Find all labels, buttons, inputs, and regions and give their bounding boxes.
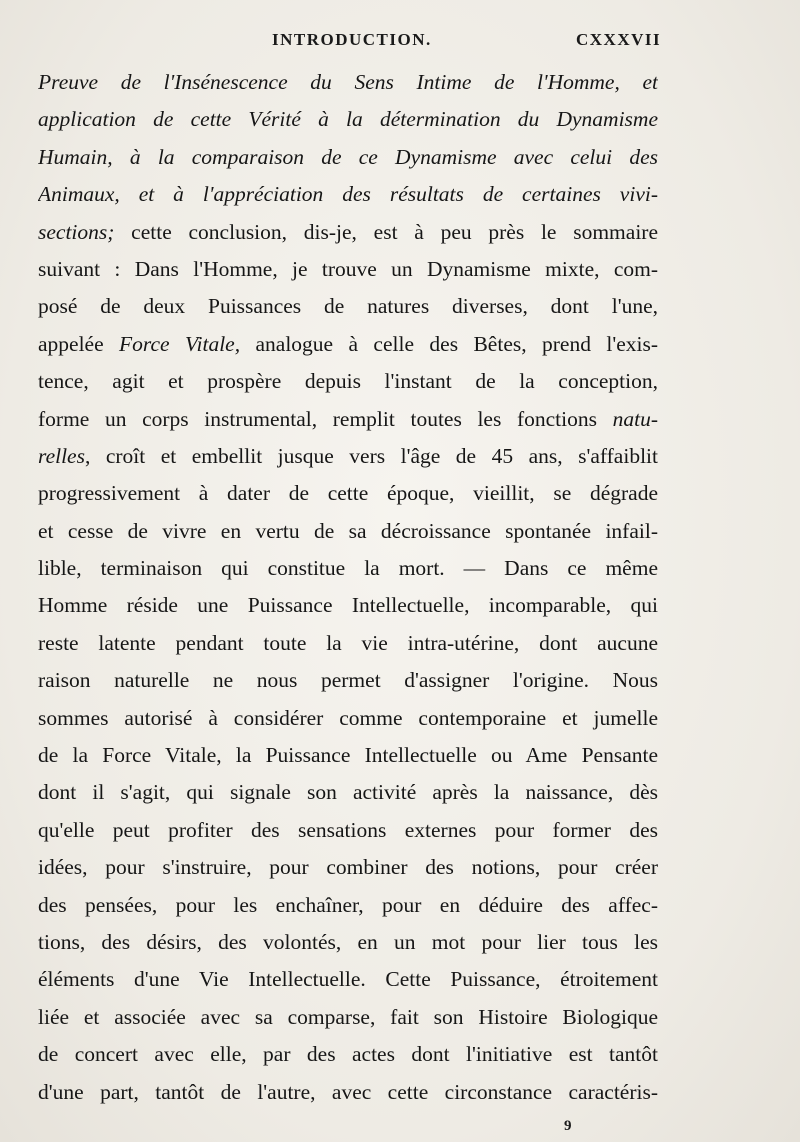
text-segment: et cesse de vivre en vertu de sa décroissance spontanée infail- — [38, 518, 658, 543]
text-segment: raison naturelle ne nous permet d'assigner l'origine. Nous — [38, 668, 658, 693]
italic-text-segment: Preuve de l'Insénescence du Sens Intime de l'Homme, et — [38, 70, 658, 94]
text-line — [38, 550, 658, 587]
body-text — [38, 64, 658, 1111]
text-line — [38, 625, 658, 662]
text-segment: analogue à celle des Bêtes, prend l'exis- — [240, 331, 658, 356]
text-line — [38, 251, 658, 288]
text-segment: lible, terminaison qui constitue la mort. — Dans ce même — [38, 556, 658, 581]
text-line — [38, 700, 658, 737]
text-segment: liée et associée avec sa comparse, fait son Histoire Biologique — [38, 1004, 658, 1029]
text-line — [38, 101, 658, 138]
text-line — [38, 849, 658, 886]
italic-text-segment: relles — [38, 443, 85, 468]
text-segment: idées, pour s'instruire, pour combiner des notions, pour créer — [38, 855, 658, 880]
page-header — [0, 26, 800, 56]
text-line — [38, 513, 658, 550]
text-line — [38, 176, 658, 213]
text-line — [38, 1074, 658, 1111]
text-segment: tions, des désirs, des volontés, en un mot pour lier tous les — [38, 929, 658, 954]
text-segment: cette conclusion, dis-je, est à peu près le sommaire — [114, 219, 658, 244]
text-segment: des pensées, pour les enchaîner, pour en déduire des affec- — [38, 892, 658, 917]
text-segment: posé de deux Puissances de natures diverses, dont l'une, — [38, 294, 658, 319]
text-segment: reste latente pendant toute la vie intra-utérine, dont aucune — [38, 630, 658, 655]
italic-text-segment: natu- — [612, 406, 658, 431]
text-line — [38, 363, 658, 400]
text-line — [38, 999, 658, 1036]
text-segment: éléments d'une Vie Intellectuelle. Cette Puissance, étroitement — [38, 967, 658, 992]
text-segment: de la Force Vitale, la Puissance Intellectuelle ou Ame Pensante — [38, 743, 658, 768]
text-segment: , croît et embellit jusque vers l'âge de 45 ans, s'affaiblit — [84, 443, 658, 468]
text-line — [38, 812, 658, 849]
text-line — [38, 774, 658, 811]
running-head: INTRODUCTION. — [272, 30, 432, 49]
text-line — [38, 961, 658, 998]
italic-text-segment: sections; — [38, 219, 115, 244]
text-line — [38, 401, 658, 438]
text-segment: d'une part, tantôt de l'autre, avec cette circonstance caractéris- — [38, 1079, 658, 1104]
italic-text-segment: application de cette Vérité à la détermination du Dynamisme — [38, 107, 658, 132]
italic-text-segment: Humain, à la comparaison de ce Dynamisme avec celui des — [38, 144, 658, 169]
text-segment: progressivement à dater de cette époque, vieillit, se dégrade — [38, 481, 658, 506]
text-line — [38, 214, 658, 251]
text-line — [38, 1036, 658, 1073]
text-line — [38, 587, 658, 624]
text-segment: forme un corps instrumental, remplit toutes les fonctions — [38, 406, 613, 431]
text-line — [38, 924, 658, 961]
text-line — [38, 64, 658, 101]
text-segment: de concert avec elle, par des actes dont l'initiative est tantôt — [38, 1042, 658, 1067]
text-segment: dont il s'agit, qui signale son activité après la naissance, dès — [38, 780, 658, 805]
text-line — [38, 662, 658, 699]
text-segment: qu'elle peut profiter des sensations externes pour former des — [38, 817, 658, 842]
text-line — [38, 139, 658, 176]
signature-mark: 9 — [564, 1118, 572, 1134]
text-line — [38, 887, 658, 924]
text-segment: Homme réside une Puissance Intellectuelle, incomparable, qui — [38, 593, 658, 618]
text-line — [38, 438, 658, 475]
text-segment: appelée — [38, 331, 120, 356]
text-segment: sommes autorisé à considérer comme contemporaine et jumelle — [38, 705, 658, 730]
text-line — [38, 288, 658, 325]
text-segment: tence, agit et prospère depuis l'instant de la conception, — [38, 369, 658, 394]
roman-page-number: CXXXVII — [576, 30, 662, 49]
text-line — [38, 326, 658, 363]
text-line — [38, 737, 658, 774]
italic-text-segment: Animaux, et à l'appréciation des résultats de certaines vivi- — [38, 182, 658, 207]
text-line — [38, 475, 658, 512]
text-segment: suivant : Dans l'Homme, je trouve un Dynamisme mixte, com- — [38, 256, 658, 281]
italic-text-segment: Force Vitale, — [119, 331, 241, 356]
